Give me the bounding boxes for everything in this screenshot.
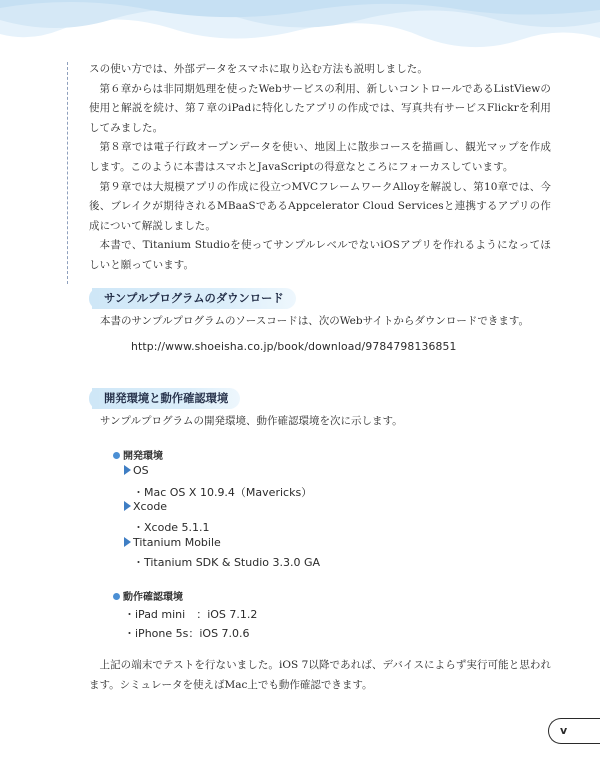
dev-group-titanium: Titanium Mobile [124, 536, 221, 549]
test-environment-title: 動作確認環境 [113, 588, 183, 603]
dev-group-xcode: Xcode [124, 500, 167, 513]
environment-section-heading: 開発環境と動作確認環境 [92, 388, 240, 409]
page-number: v [548, 718, 600, 744]
bullet-dot-icon [113, 452, 120, 459]
dev-item-os-version: ・Mac OS X 10.9.4（Mavericks） [133, 486, 313, 499]
header-wave-decoration [0, 0, 600, 58]
dev-group-os: OS [124, 464, 149, 477]
intro-paragraph: スの使い方では、外部データをスマホに取り込む方法も説明しました。 [89, 63, 428, 75]
dev-item-xcode-version: ・Xcode 5.1.1 [133, 521, 210, 534]
closing-text [89, 656, 551, 695]
intro-paragraph: 第８章では電子行政オープンデータを使い、地図上に散歩コースを描画し、観光マップを作成します。このように本書はスマホとJavaScriptの得意なところにフォーカスしています。 [89, 141, 551, 173]
download-description: 本書のサンプルプログラムのソースコードは、次のWebサイトからダウンロードできます。 [100, 315, 530, 327]
dev-environment-title: 開発環境 [113, 447, 163, 462]
closing-paragraph: 上記の端末でテストを行ないました。iOS 7以降であれば、デバイスによらず実行可能と思われます。シミュレータを使えばMac上でも動作確認できます。 [89, 659, 551, 691]
intro-paragraph: 第９章では大規模アプリの作成に役立つMVCフレームワークAlloyを解説し、第10章では、今後、ブレイクが期待されるMBaaSであるAppcelerator Cloud Servicesと連携するアプリの作成について解説しました。 [89, 180, 551, 232]
environment-description: サンプルプログラムの開発環境、動作確認環境を次に示します。 [100, 415, 403, 427]
intro-text [89, 60, 551, 276]
test-item-ipad: ・iPad mini ：iOS 7.1.2 [124, 608, 258, 621]
triangle-bullet-icon [124, 501, 131, 511]
bullet-dot-icon [113, 593, 120, 600]
test-item-iphone: ・iPhone 5s：iOS 7.0.6 [124, 627, 250, 640]
triangle-bullet-icon [124, 537, 131, 547]
intro-paragraph: 本書で、Titanium Studioを使ってサンプルレベルでないiOSアプリを作れるようになってほしいと願っています。 [89, 239, 551, 271]
download-section-heading: サンプルプログラムのダウンロード [92, 288, 296, 309]
intro-paragraph: 第６章からは非同期処理を使ったWebサービスの利用、新しいコントロールであるListViewの使用と解説を続け、第７章のiPadに特化したアプリの作成では、写真共有サービスFlickrを利用してみました。 [89, 82, 551, 134]
triangle-bullet-icon [124, 465, 131, 475]
download-url-link[interactable]: http://www.shoeisha.co.jp/book/download/9784798136851 [131, 340, 457, 353]
left-margin-rule [67, 62, 68, 284]
dev-item-titanium-version: ・Titanium SDK & Studio 3.3.0 GA [133, 556, 321, 569]
